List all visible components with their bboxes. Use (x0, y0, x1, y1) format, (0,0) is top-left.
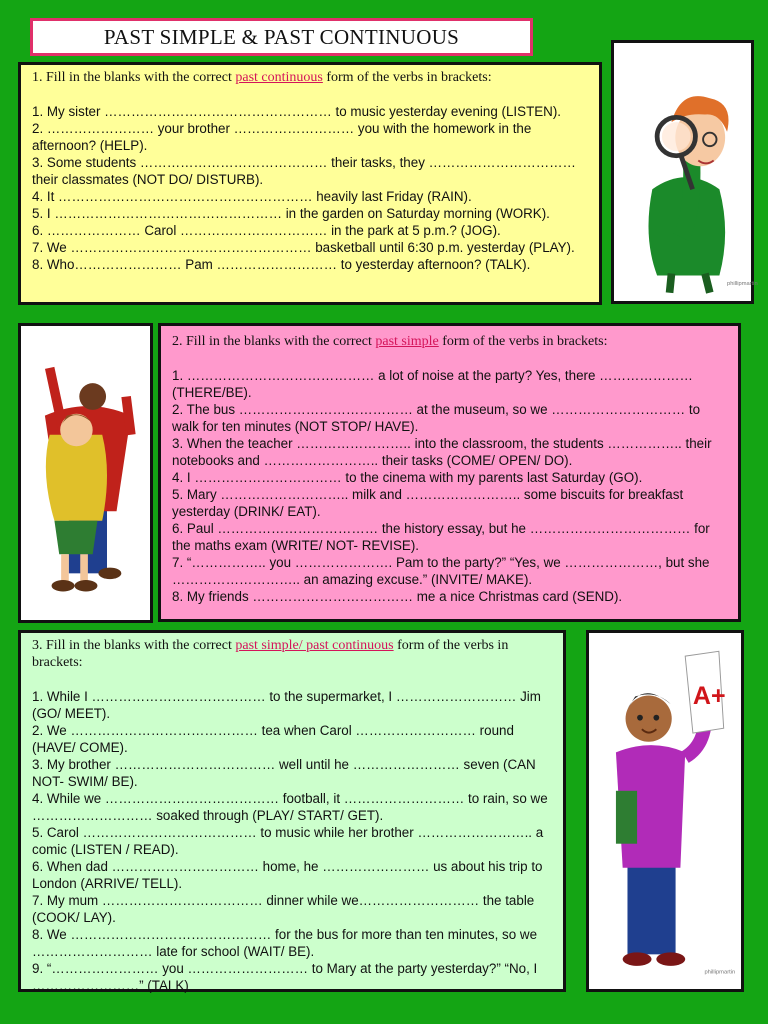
two-kids-hugging-illustration (21, 326, 150, 620)
exercise-item: 8. We ……………………………………… for the bus for more than ten minutes, so we ……………………… late for school (WAIT/ BE). (32, 927, 538, 959)
exercise-item: 2. …………………… your brother ……………………… you with the homework in the afternoon? (HELP). (32, 121, 532, 153)
exercise-item: 3. My brother ……………………………… well until he …………………… seven (CAN NOT- SWIM/ BE). (32, 757, 536, 789)
exercise-item: 1. …………………………………… a lot of noise at the party? Yes, there ………………… (THERE/BE). (172, 368, 693, 400)
exercise-item: 3. Some students …………………………………… their tasks, they …………………………… their classmates (NOT DO/ DISTURB). (32, 155, 576, 187)
grade-text: A+ (692, 682, 726, 711)
exercise-item: 7. We ……………………………………………… basketball until 6:30 p.m. yesterday (PLAY). (32, 240, 575, 255)
exercise-item: 6. When dad …………………………… home, he …………………… us about his trip to London (ARRIVE/ TELL). (32, 859, 543, 891)
exercise-item: 7. “…………….. you …………………. Pam to the party?” “Yes, we …………………, but she ……………………….. an amazing excuse.” (INVITE/ MAKE). (172, 555, 710, 587)
exercise-item: 4. While we ………………………………… football, it ……………………… to rain, so we ……………………… soaked through (PLAY/ START/ GET). (32, 791, 548, 823)
exercise-2-box (158, 323, 741, 622)
exercise-item: 4. It ………………………………………………… heavily last Friday (RAIN). (32, 189, 472, 204)
exercise-item: 8. Who…………………… Pam ……………………… to yesterday afternoon? (TALK). (32, 257, 531, 272)
exercise-item: 5. Carol ………………………………… to music while her brother …………………….. a comic (LISTEN / READ). (32, 825, 544, 857)
svg-text:phillipmartin: phillipmartin (704, 969, 736, 976)
exercise-1-items (32, 103, 589, 273)
tense-highlight: past simple/ past continuous (235, 638, 394, 653)
exercise-item: 6. Paul ……………………………… the history essay, but he ……………………………… for the maths exam (WRITE/ NOT- REVISE). (172, 521, 710, 553)
exercise-2-items (172, 367, 728, 605)
exercise-item: 1. While I ………………………………… to the supermarket, I ……………………… Jim (GO/ MEET). (32, 689, 541, 721)
exercise-item: 1. My sister …………………………………………… to music yesterday evening (LISTEN). (32, 104, 562, 119)
svg-text:phillipmartin: phillipmartin (727, 281, 758, 288)
two-kids-hugging-image (18, 323, 153, 623)
exercise-3-items (32, 688, 553, 994)
boy-with-magnifying-glass-illustration (614, 43, 758, 301)
page-title (30, 18, 533, 56)
exercise-3-box (18, 630, 566, 992)
exercise-item: 3. When the teacher …………………….. into the classroom, the students …………….. their notebooks and …………………….. their tasks (COME/ OPEN/ DO). (172, 436, 712, 468)
boy-holding-a-plus-paper-image (586, 630, 744, 992)
exercise-2-instruction: 2. Fill in the blanks with the correct past simple form of the verbs in brackets: (172, 334, 608, 349)
boy-holding-a-plus-paper-illustration (589, 633, 741, 989)
exercise-item: 6. ………………… Carol …………………………… in the park at 5 p.m.? (JOG). (32, 223, 501, 238)
exercise-item: 8. My friends ……………………………… me a nice Christmas card (SEND). (172, 589, 623, 604)
exercise-item: 7. My mum ……………………………… dinner while we……………………… the table (COOK/ LAY). (32, 893, 535, 925)
exercise-item: 9. “…………………… you ……………………… to Mary at the party yesterday?” “No, I ……………………” (TALK) (32, 961, 538, 993)
tense-highlight: past simple (375, 334, 439, 349)
tense-highlight: past continuous (235, 70, 323, 85)
exercise-item: 5. I …………………………………………… in the garden on Saturday morning (WORK). (32, 206, 550, 221)
boy-with-magnifying-glass-image (611, 40, 758, 304)
exercise-1-box (18, 62, 602, 305)
exercise-item: 4. I …………………………… to the cinema with my parents last Saturday (GO). (172, 470, 643, 485)
page-title-text: PAST SIMPLE & PAST CONTINUOUS (103, 24, 460, 49)
exercise-1-instruction: 1. Fill in the blanks with the correct past continuous form of the verbs in brackets: (32, 70, 492, 85)
exercise-3-instruction: 3. Fill in the blanks with the correct past simple/ past continuous form of the verbs in brackets: (32, 638, 509, 670)
exercise-item: 2. The bus ………………………………… at the museum, so we ………………………… to walk for ten minutes (NOT STOP/ HAVE). (172, 402, 701, 434)
exercise-item: 5. Mary ……………………….. milk and …………………….. some biscuits for breakfast yesterday (DRINK/ EAT). (172, 487, 684, 519)
exercise-item: 2. We …………………………………… tea when Carol ……………………… round (HAVE/ COME). (32, 723, 514, 755)
